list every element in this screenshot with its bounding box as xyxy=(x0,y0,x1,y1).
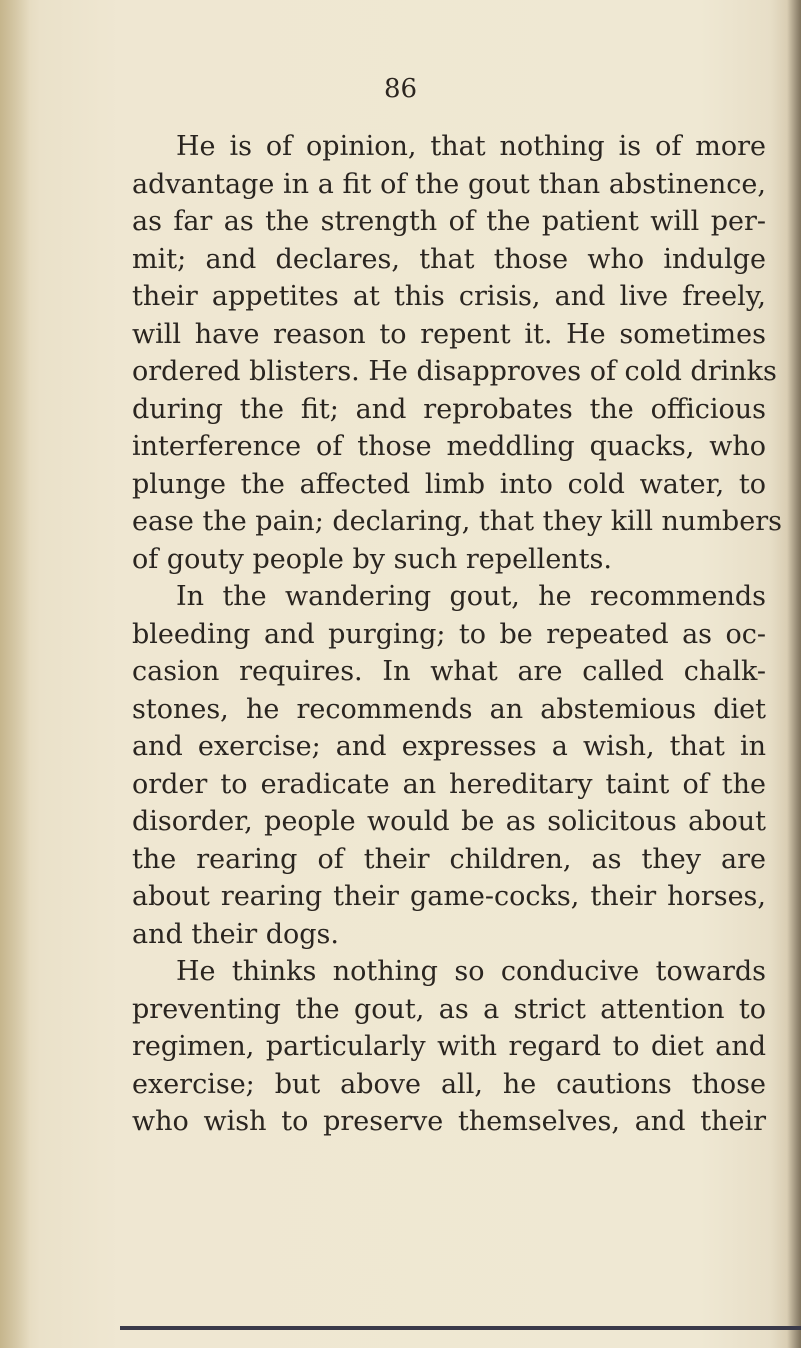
text-line: about rearing their game-cocks, their horses, xyxy=(132,881,766,912)
text-line: mit; and declares, that those who indulge xyxy=(132,243,766,275)
text-line: plunge the affected limb into cold water, to xyxy=(132,468,766,500)
text-line: regimen, particularly with regard to diet and xyxy=(132,1031,766,1062)
text-line: stones, he recommends an abstemious diet xyxy=(132,693,766,725)
body-text xyxy=(132,128,782,1141)
text-line: bleeding and purging; to be repeated as oc- xyxy=(132,618,766,650)
text-line: interference of those meddling quacks, who xyxy=(132,431,766,462)
text-line: during the fit; and reprobates the officious xyxy=(132,393,766,425)
text-line: ordered blisters. He disapproves of cold drinks xyxy=(132,356,777,387)
text-line: exercise; but above all, he cautions those xyxy=(132,1068,766,1100)
text-line: preventing the gout, as a strict attention to xyxy=(132,993,766,1025)
text-line: He thinks nothing so conducive towards xyxy=(176,956,766,987)
text-line: who wish to preserve themselves, and their xyxy=(132,1106,766,1137)
page-edge xyxy=(787,0,801,1348)
page-number: 86 xyxy=(383,74,418,104)
text-line: as far as the strength of the patient will per- xyxy=(132,206,766,237)
text-line: and exercise; and expresses a wish, that in xyxy=(132,731,766,762)
text-line: casion requires. In what are called chalk- xyxy=(132,656,766,687)
text-line: the rearing of their children, as they are xyxy=(132,843,766,875)
text-line: and their dogs. xyxy=(132,918,339,950)
text-line: advantage in a fit of the gout than abstinence, xyxy=(132,168,766,200)
text-line: will have reason to repent it. He sometimes xyxy=(132,318,766,350)
bottom-rule xyxy=(120,1326,801,1330)
text-line: their appetites at this crisis, and live freely, xyxy=(132,281,766,312)
binding-shadow xyxy=(0,0,30,1348)
text-line: ease the pain; declaring, that they kill numbers xyxy=(132,506,782,537)
text-line: In the wandering gout, he recommends xyxy=(176,581,766,612)
text-line: of gouty people by such repellents. xyxy=(132,543,612,575)
text-line: order to eradicate an hereditary taint of the xyxy=(132,768,766,800)
text-line: He is of opinion, that nothing is of more xyxy=(176,131,766,162)
text-line: disorder, people would be as solicitous about xyxy=(132,806,766,837)
